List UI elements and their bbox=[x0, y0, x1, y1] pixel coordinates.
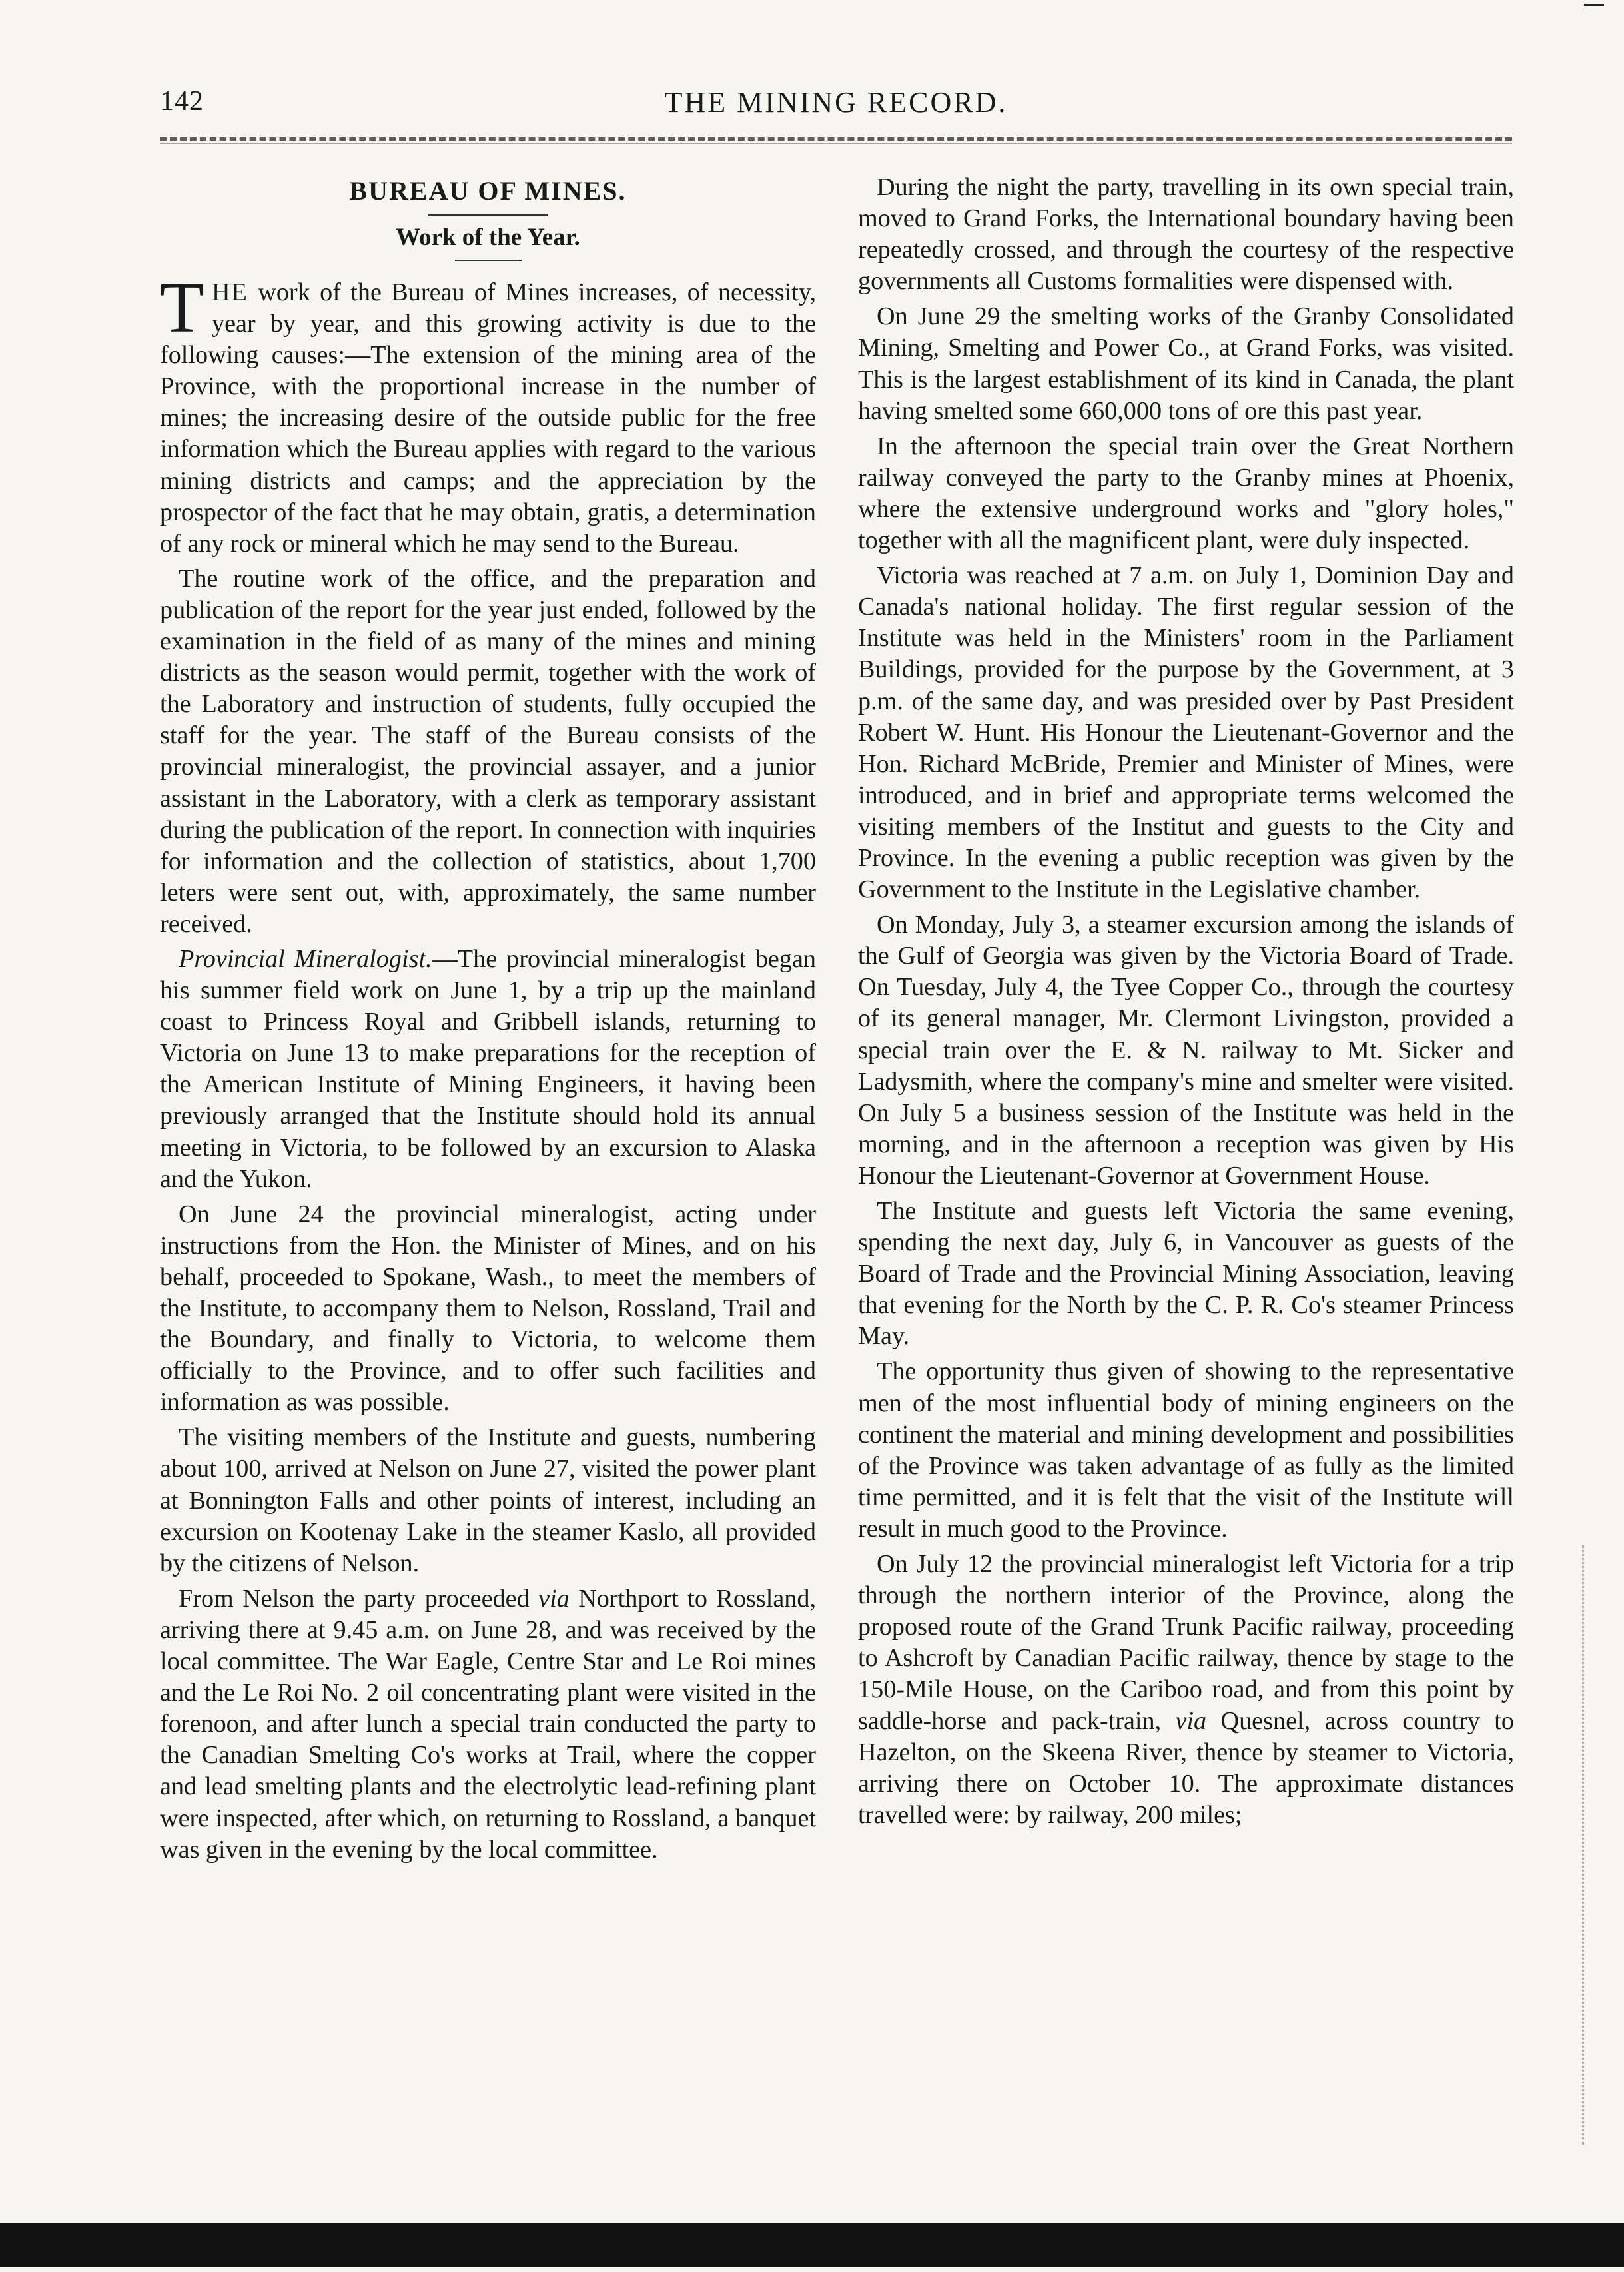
paragraph-text: Northport to Rossland, arriving there at 9.45 a.m. on June 28, and was received by the local committee. The War Eagle, Centre Star and Le Roi mines and the Le Roi No. 2 oil concentrating plant were visited in the forenoon, and after lunch a special train conducted the party to the Canadian Smelting Co's works at Trail, where the copper and lead smelting plants and the electrolytic lead-refining plant were inspected, after which, on returning to Rossland, a banquet was given in the evening by the local committee. bbox=[160, 1584, 816, 1864]
paragraph bbox=[858, 1549, 1514, 1831]
paragraph-text: Quesnel, across country to Hazelton, on the Skeena River, thence by steamer to Victoria, arriving there on October 10. The approximate distances travelled were: by railway, 200 miles; bbox=[858, 1706, 1514, 1829]
paragraph bbox=[160, 944, 816, 1195]
paragraph: Victoria was reached at 7 a.m. on July 1, Dominion Day and Canada's national holiday. The first regular session of the Institute was held in the Ministers' room in the Parliament Buildings, provided for the purpose by the Government, at 3 p.m. of the same day, and was presided over by Past President Robert W. Hunt. His Honour the Lieutenant-Governor and the Hon. Richard McBride, Premier and Minister of Mines, were introduced, and in brief and appropriate terms welcomed the visiting members of the Institut and guests to the City and Province. In the evening a public reception was given by the Government to the Institute in the Legislative chamber. bbox=[858, 562, 1514, 904]
article-title: BUREAU OF MINES. bbox=[349, 176, 627, 206]
page-edge-shadow bbox=[1582, 1545, 1624, 2145]
page-corner-mark bbox=[1584, 4, 1604, 6]
header-rule bbox=[160, 137, 1512, 141]
italic-word: via bbox=[538, 1584, 570, 1613]
paragraph: On June 24 the provincial mineralogist, acting under instructions from the Hon. the Minister of Mines, and on his behalf, proceeded to Spokane, Wash., to meet the members of the Institute, to accompany them to Nelson, Rossland, Trail and the Boundary, and finally to Victoria, to welcome them officially to the Province, and to offer such facilities and information as was possible. bbox=[160, 1200, 816, 1417]
paragraph-text: —The provincial mineralogist began his summer field work on June 1, by a trip up the mainland coast to Princess Royal and Gribbell islands, returning to Victoria on June 13 to make preparations for the reception of the American Institute of Mining Engineers, it having been previously arranged that the Institute should hold its annual meeting in Victoria, to be followed by an excursion to Alaska and the Yukon. bbox=[160, 945, 816, 1193]
paragraph: The opportunity thus given of showing to the representative men of the most influential body of mining engineers on the continent the material and mining development and possibilities of the Province was taken advantage of as fully as the limited time permitted, and it is felt that the visit of the Institute will result in much good to the Province. bbox=[858, 1357, 1514, 1543]
paragraph-text: On July 12 the provincial mineralogist left Victoria for a trip through the northern interior of the Province, along the proposed route of the Grand Trunk Pacific railway, proceeding to Ashcroft by Canadian Pacific railway, thence by stage to the 150-Mile House, on the Cariboo road, and from this point by saddle-horse and pack-train, bbox=[858, 1550, 1514, 1735]
subtitle-rule bbox=[455, 260, 522, 261]
paragraph: During the night the party, travelling in its own special train, moved to Grand Forks, the International boundary having been repeatedly crossed, and through the courtesy of the respective governments all Customs formalities were dispensed with. bbox=[858, 173, 1514, 296]
title-rule bbox=[428, 214, 548, 216]
lead-in: HE bbox=[211, 278, 248, 306]
left-column bbox=[160, 172, 816, 1870]
paragraph: The visiting members of the Institute and guests, numbering about 100, arrived at Nelson on June 27, visited the power plant at Bonnington Falls and other points of interest, including an excursion on Kootenay Lake in the steamer Kaslo, all provided by the citizens of Nelson. bbox=[160, 1423, 816, 1577]
paragraph-text: From Nelson the party proceeded bbox=[179, 1584, 539, 1613]
drop-cap: T bbox=[160, 268, 204, 348]
italic-word: via bbox=[1175, 1706, 1207, 1735]
run-in-heading: Provincial Mineralogist. bbox=[179, 945, 432, 973]
paragraph: In the afternoon the special train over the Great Northern railway conveyed the party to the Granby mines at Phoenix, where the extensive underground works and "glory holes," together with all the magnificent plant, were duly inspected. bbox=[858, 432, 1514, 555]
running-title: THE MINING RECORD. bbox=[664, 86, 1008, 119]
article-subtitle: Work of the Year. bbox=[396, 224, 580, 251]
paragraph: On June 29 the smelting works of the Granby Consolidated Mining, Smelting and Power Co., at Grand Forks, was visited. This is the largest establishment of its kind in Canada, the plant having smelted some 660,000 tons of ore this past year. bbox=[858, 302, 1514, 425]
paragraph-text: work of the Bureau of Mines increases, of necessity, year by year, and this growing activity is due to the following causes:—The extension of the mining area of the Province, with the proportional increase in the number of mines; the increasing desire of the outside public for the free information which the Bureau applies with regard to the various mining districts and camps; and the appreciation by the prospector of the fact that he may obtain, gratis, a determination of any rock or mineral which he may send to the Bureau. bbox=[160, 278, 816, 558]
paragraph: The routine work of the office, and the preparation and publication of the report for the year just ended, followed by the examination in the field of as many of the mines and mining districts as the season would permit, together with the work of the Laboratory and instruction of students, fully occupied the staff for the year. The staff of the Bureau consists of the provincial mineralogist, the provincial assayer, and a junior assistant in the Laboratory, with a clerk as temporary assistant during the publication of the report. In connection with inquiries for information and the collection of statistics, about 1,700 leters were sent out, with, approximately, the same number received. bbox=[160, 564, 816, 938]
page-number: 142 bbox=[160, 86, 204, 117]
page-header bbox=[160, 85, 1512, 125]
header-rule-thin bbox=[160, 143, 1512, 144]
scan-bottom-bar bbox=[0, 2223, 1624, 2267]
paragraph: On Monday, July 3, a steamer excursion among the islands of the Gulf of Georgia was given by the Victoria Board of Trade. On Tuesday, July 4, the Tyee Copper Co., through the courtesy of its general manager, Mr. Clermont Livingston, provided a special train over the E. & N. railway to Mt. Sicker and Ladysmith, where the company's mine and smelter were visited. On July 5 a business session of the Institute was held in the morning, and in the afternoon a reception was given by His Honour the Lieutenant-Governor at Government House. bbox=[858, 911, 1514, 1190]
paragraph: The Institute and guests left Victoria the same evening, spending the next day, July 6, in Vancouver as guests of the Board of Trade and the Provincial Mining Association, leaving that evening for the North by the C. P. R. Co's steamer Princess May. bbox=[858, 1197, 1514, 1351]
paragraph bbox=[160, 1583, 816, 1866]
paragraph bbox=[160, 268, 816, 560]
right-column bbox=[858, 172, 1514, 1835]
